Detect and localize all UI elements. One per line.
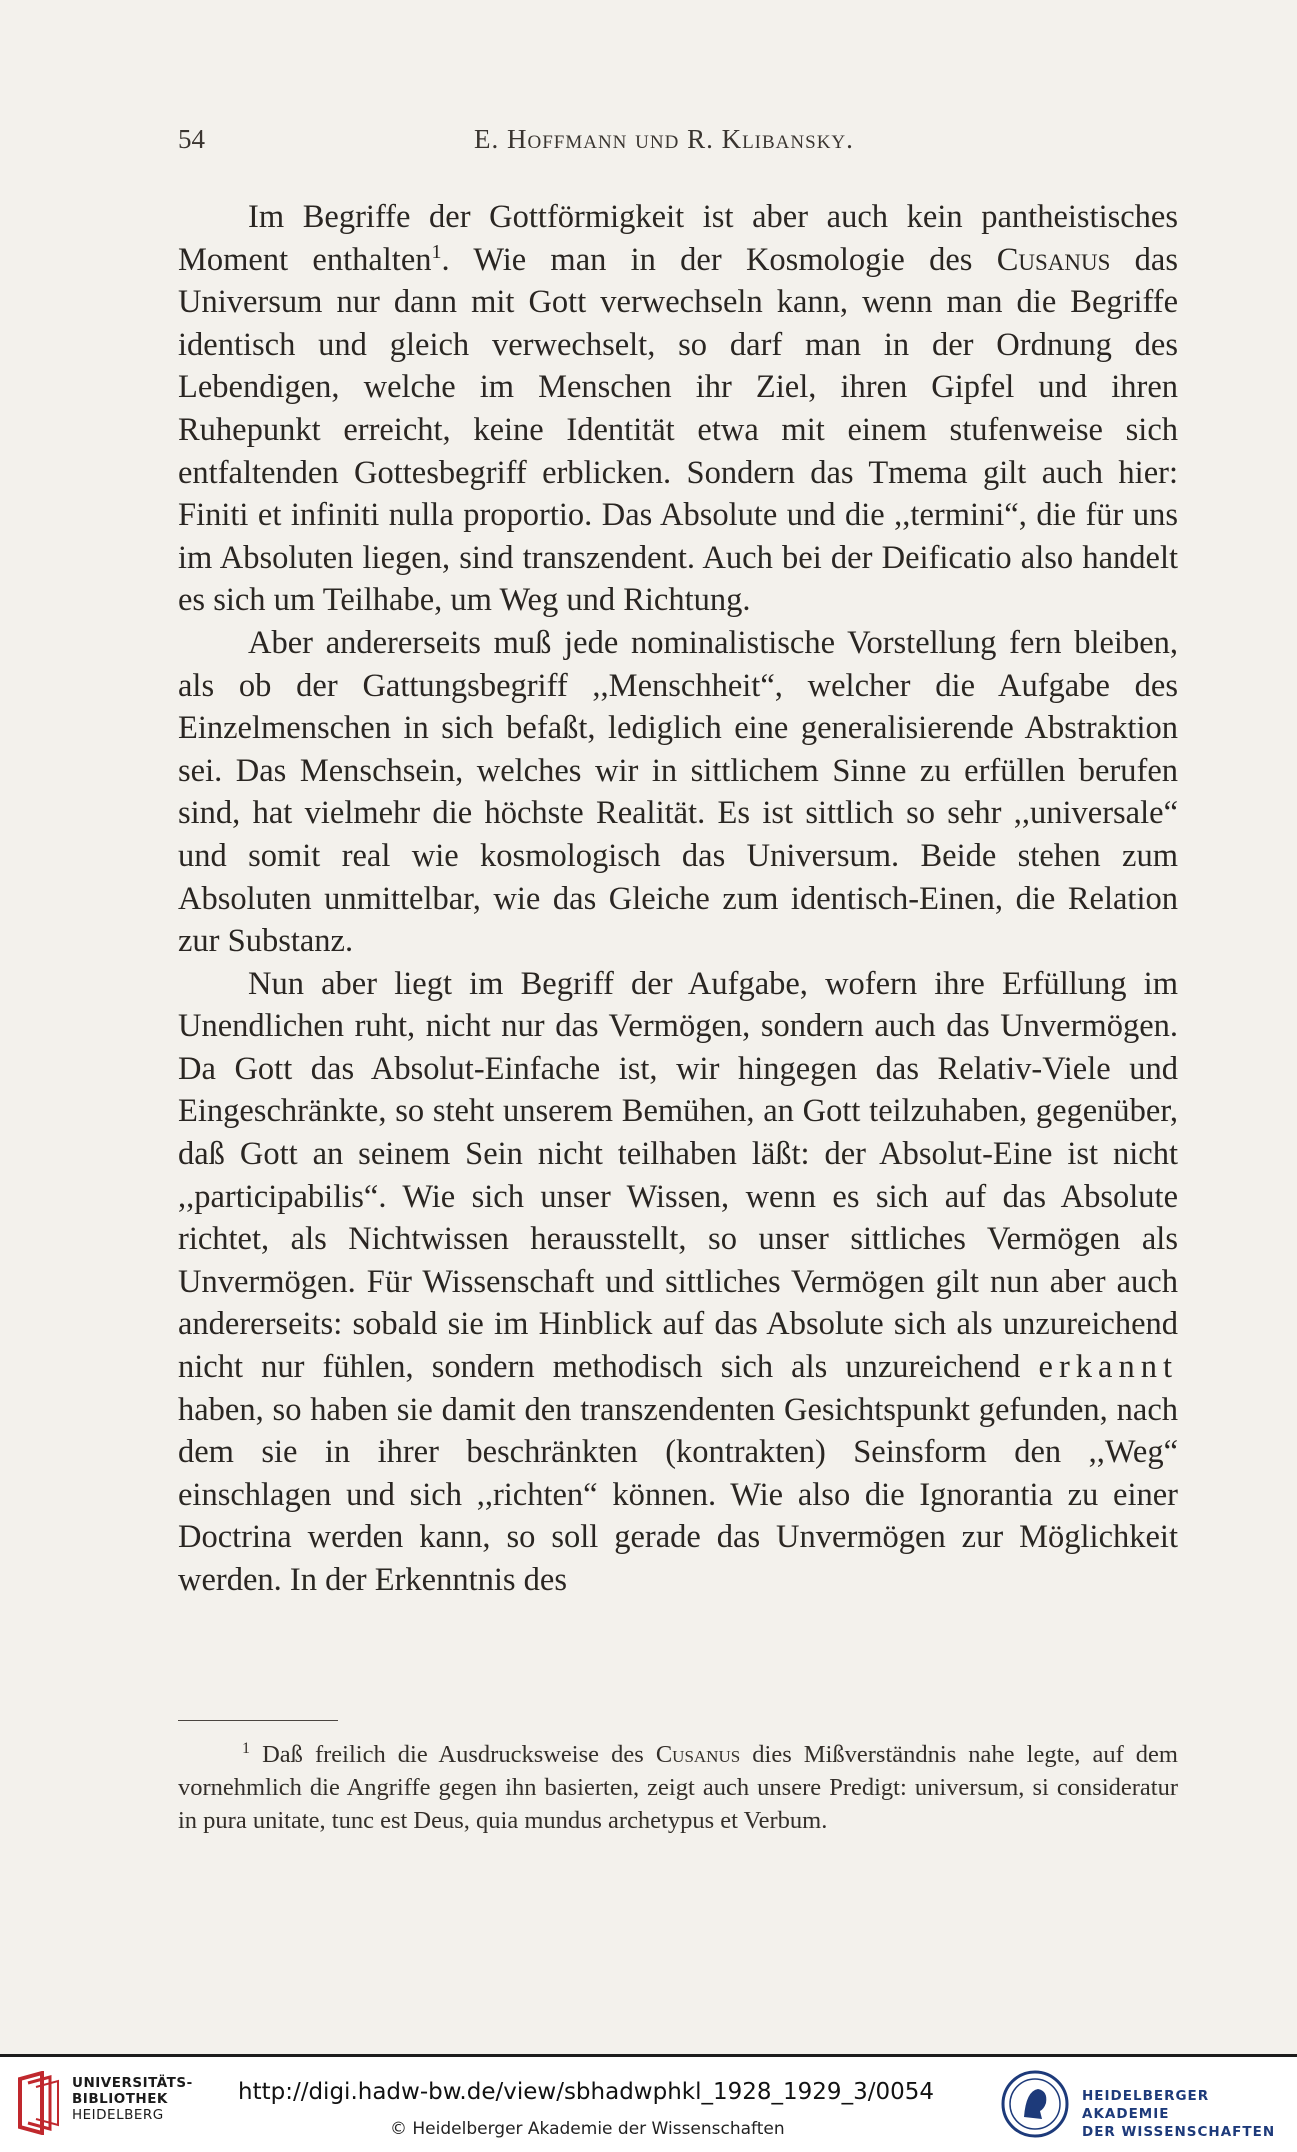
library-name: UNIVERSITÄTS- BIBLIOTHEK HEIDELBERG [72, 2075, 193, 2123]
footnote: $^1$ Daß freilich die Ausdrucksweise des Cusanus dies Mißverständnis nahe legte, auf dem vornehmlich die Angriffe gegen ihn basierten, zeigt auch unsere Predigt: universum, si consideratur in pura unitate, tunc est Deus, quia mundus archetypus et Verbum. [178, 1739, 1178, 1834]
paragraph-3: Nun aber liegt im Begriff der Aufgabe, wofern ihre Erfüllung im Unendlichen ruht, nicht nur das Vermögen, sondern auch das Unvermögen. Da Gott das Absolut-Einfache ist, wir hingegen das Relativ-Viele und Eingeschränkte, so steht unserem Bemühen, an Gott teilzuhaben, gegenüber, daß Gott an seinem Sein nicht teilhaben läßt: der Absolut-Eine ist nicht ,,participabilis“. Wie sich unser Wissen, wenn es sich auf das Absolute richtet, als Nichtwissen herausstellt, so unser sittliches Vermögen als Unvermögen. Für Wissenschaft und sittliches Vermögen gilt nun aber auch andererseits: sobald sie im Hinblick auf das Absolute sich als unzureichend nicht nur fühlen, sondern methodisch sich als unzureichend erkannt haben, so haben sie damit den transzendenten Gesichtspunkt gefunden, nach dem sie in ihrer beschränkten (kontrakten) Seinsform den ,,Weg“ einschlagen und sich ,,richten“ können. Wie also die Ignorantia zu einer Doctrina werden kann, so soll gerade das Unvermögen zur Möglichkeit werden. In der Erkenntnis des [178, 965, 1178, 1598]
copyright-notice: © Heidelberger Akademie der Wissenschaften [390, 2119, 785, 2139]
paragraph-1: Im Begriffe der Gottförmigkeit ist aber auch kein pantheistisches Moment enthalten$^1$. Wie man in der Kosmologie des Cusanus das Universum nur dann mit Gott verwechseln kann, wenn man die Begriffe identisch und gleich verwechselt, so darf man in der Ordnung des Lebendigen, welche im Menschen ihr Ziel, ihren Gipfel und ihren Ruhepunkt erreicht, keine Identität etwa mit einem stufenweise sich entfaltenden Gottesbegriff erblicken. Sondern das Tmema gilt auch hier: Finiti et infiniti nulla proportio. Das Absolute und die ,,termini“, die für uns im Absoluten liegen, sind transzendent. Auch bei der Deificatio also handelt es sich um Teilhabe, um Weg und Richtung. [178, 199, 1178, 619]
permalink[interactable]: http://digi.hadw-bw.de/view/sbhadwphkl_1928_1929_3/0054 [238, 2079, 934, 2105]
digitization-footer [0, 2054, 1297, 2152]
author-name: Cusanus [996, 241, 1111, 278]
footnote-rule [178, 1720, 338, 1721]
footnote-marker: 1 [242, 1739, 250, 1757]
main-text [178, 196, 1178, 1602]
running-head: E. Hoffmann und R. Klibansky. [474, 124, 854, 154]
spaced-emphasis: erkannt [1038, 1349, 1178, 1386]
page-header [178, 124, 1178, 164]
footnote-ref: 1 [431, 240, 442, 263]
page-number: 54 [178, 124, 205, 154]
academy-seal-icon [1000, 2069, 1070, 2139]
academy-name: HEIDELBERGER AKADEMIE DER WISSENSCHAFTEN [1082, 2088, 1276, 2140]
university-library-logo-icon [12, 2071, 64, 2135]
paragraph-2: Aber andererseits muß jede nominalistische Vorstellung fern bleiben, als ob der Gattungsbegriff ,,Menschheit“, welcher die Aufgabe des Einzelmenschen in sich befaßt, lediglich eine generalisierende Abstraktion sei. Das Menschsein, welches wir in sittlichem Sinne zu erfüllen berufen sind, hat vielmehr die höchste Realität. Es ist sittlich so sehr ,,universale“ und somit real wie kosmologisch das Universum. Beide stehen zum Absoluten unmittelbar, wie das Gleiche zum identisch-Einen, die Relation zur Substanz. [178, 624, 1178, 960]
author-name: Cusanus [655, 1741, 741, 1768]
